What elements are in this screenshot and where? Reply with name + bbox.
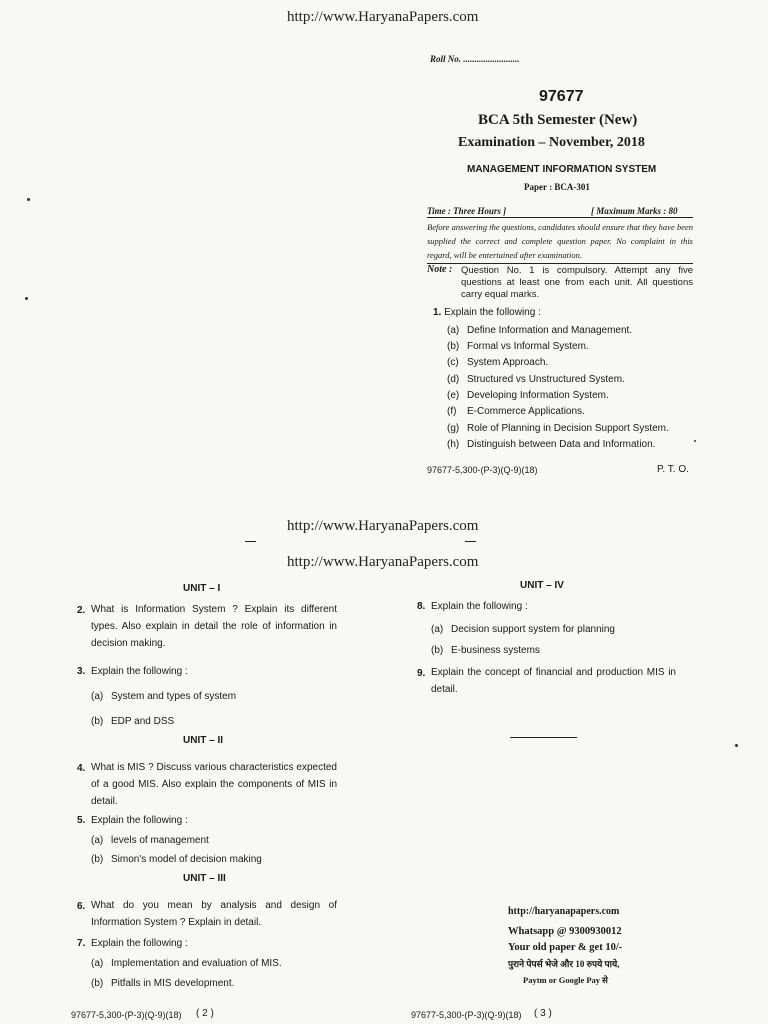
q7-number: 7.	[77, 938, 86, 949]
course-title: BCA 5th Semester (New)	[478, 112, 638, 128]
q1-item	[447, 325, 632, 336]
promo-payment: Paytm or Google Pay से	[523, 975, 608, 985]
instructions-rule	[427, 263, 693, 264]
q7-text: Explain the following :	[91, 938, 188, 949]
q1-item-label: (g)	[447, 423, 460, 434]
q9-text: Explain the concept of financial and production MIS in detail.	[431, 667, 676, 695]
q1-item	[447, 390, 609, 401]
promo-url: http://haryanapapers.com	[508, 906, 620, 917]
q9-number: 9.	[417, 668, 426, 679]
q5-a-text: levels of management	[111, 835, 209, 846]
q7-b-label: (b)	[91, 978, 104, 989]
q1-item-text: System Approach.	[467, 357, 549, 368]
q3-a-label: (a)	[91, 691, 104, 702]
header-rule	[427, 217, 693, 218]
q3-a-text: System and types of system	[111, 691, 237, 702]
q3-b-text: EDP and DSS	[111, 716, 175, 727]
q1-item	[447, 423, 669, 434]
scan-speck	[25, 297, 28, 300]
q8-b-text: E-business systems	[451, 645, 540, 656]
page1-footer-code: 97677-5,300-(P-3)(Q-9)(18)	[427, 465, 538, 475]
q1-item-label: (h)	[447, 439, 460, 450]
q8-item-b	[431, 645, 540, 656]
q8-item-a	[431, 624, 615, 635]
promo-offer: Your old paper & get 10/-	[508, 942, 623, 953]
q8-number: 8.	[417, 601, 426, 612]
q1-item-label: (b)	[447, 341, 460, 352]
unit-4-heading: UNIT – IV	[520, 580, 564, 591]
q1-item-text: E-Commerce Applications.	[467, 406, 585, 417]
instructions-text: Before answering the questions, candidates should ensure that they have been supplied the correct and complete question paper. No complaint in this regard, will be entertained after examination.	[427, 222, 693, 260]
scan-speck	[735, 744, 738, 747]
q7-item-b	[91, 978, 234, 989]
q7-a-text: Implementation and evaluation of MIS.	[111, 958, 282, 969]
q1-item-text: Formal vs Informal System.	[467, 341, 589, 352]
q5-item-a	[91, 835, 209, 846]
q1-item-text: Define Information and Management.	[467, 325, 633, 336]
watermark-url-mid1: http://www.HaryanaPapers.com	[287, 518, 479, 534]
page2-footer-code: 97677-5,300-(P-3)(Q-9)(18)	[71, 1010, 182, 1020]
paper-number: Paper : BCA-301	[524, 182, 590, 192]
q5-b-text: Simon's model of decision making	[111, 854, 262, 865]
watermark-url-mid2: http://www.HaryanaPapers.com	[287, 554, 479, 570]
q3-item-b	[91, 716, 174, 727]
q1-item	[447, 439, 655, 450]
promo-whatsapp: Whatsapp @ 9300930012	[508, 926, 622, 937]
q1-item-text: Distinguish between Data and Information.	[467, 439, 656, 450]
q7-b-text: Pitfalls in MIS development.	[111, 978, 235, 989]
max-marks: [ Maximum Marks : 80	[591, 206, 678, 216]
q3-b-label: (b)	[91, 716, 104, 727]
q1-number: 1.	[433, 307, 442, 318]
q1-item	[447, 406, 585, 417]
q8-text: Explain the following :	[431, 601, 528, 612]
q1-item-text: Structured vs Unstructured System.	[467, 374, 625, 385]
unit-1-heading: UNIT – I	[183, 583, 221, 594]
q1-item-label: (f)	[447, 406, 457, 417]
q2-number: 2.	[77, 605, 86, 616]
unit-3-heading: UNIT – III	[183, 873, 226, 884]
q5-a-label: (a)	[91, 835, 104, 846]
q5-b-label: (b)	[91, 854, 104, 865]
scan-speck	[27, 198, 30, 201]
q7-a-label: (a)	[91, 958, 104, 969]
q5-text: Explain the following :	[91, 815, 188, 826]
q4-number: 4.	[77, 763, 86, 774]
roll-no: Roll No. .........................	[430, 54, 520, 64]
q1-item	[447, 341, 589, 352]
q8-a-label: (a)	[431, 624, 444, 635]
q6-text: What do you mean by analysis and design of Information System ? Explain in detail.	[91, 900, 337, 928]
q1-item-label: (e)	[447, 390, 460, 401]
divider-mark-left	[245, 541, 256, 542]
note-label: Note :	[427, 264, 453, 275]
page3-number: ( 3 )	[534, 1008, 552, 1019]
q6-number: 6.	[77, 901, 86, 912]
q1-item-label: (a)	[447, 325, 460, 336]
pto: P. T. O.	[657, 464, 689, 475]
q8-b-label: (b)	[431, 645, 444, 656]
subject-title: MANAGEMENT INFORMATION SYSTEM	[467, 164, 657, 175]
q7-item-a	[91, 958, 282, 969]
page2-number: ( 2 )	[196, 1008, 214, 1019]
q1-item	[447, 357, 548, 368]
q5-number: 5.	[77, 815, 86, 826]
paper-code: 97677	[539, 88, 584, 105]
q1-item-text: Developing Information System.	[467, 390, 609, 401]
q5-item-b	[91, 854, 262, 865]
q1-item	[447, 374, 625, 385]
time-label: Time : Three Hours ]	[427, 206, 507, 216]
q1-item-label: (d)	[447, 374, 460, 385]
q3-text: Explain the following :	[91, 666, 188, 677]
note-text: Question No. 1 is compulsory. Attempt any five questions at least one from each unit. All questions carry equal marks.	[461, 265, 693, 300]
page3-footer-code: 97677-5,300-(P-3)(Q-9)(18)	[411, 1010, 522, 1020]
q1-text: Explain the following :	[444, 307, 541, 318]
scan-speck	[694, 440, 696, 442]
q2-text: What is Information System ? Explain its different types. Also explain in detail the role of information in decision making.	[91, 604, 337, 649]
exam-title: Examination – November, 2018	[458, 135, 645, 150]
q3-item-a	[91, 691, 236, 702]
promo-hindi: पुराने पेपर्स भेजे और 10 रुपये पाये,	[508, 959, 620, 969]
q1-item-label: (c)	[447, 357, 459, 368]
end-rule	[510, 737, 577, 738]
q1-item-text: Role of Planning in Decision Support System.	[467, 423, 669, 434]
q3-number: 3.	[77, 666, 86, 677]
q4-text: What is MIS ? Discuss various characteristics expected of a good MIS. Also explain the components of MIS in detail.	[91, 762, 337, 807]
watermark-url-top: http://www.HaryanaPapers.com	[287, 9, 479, 25]
q8-a-text: Decision support system for planning	[451, 624, 615, 635]
q1	[433, 307, 541, 318]
unit-2-heading: UNIT – II	[183, 735, 224, 746]
divider-mark-right	[465, 541, 476, 542]
